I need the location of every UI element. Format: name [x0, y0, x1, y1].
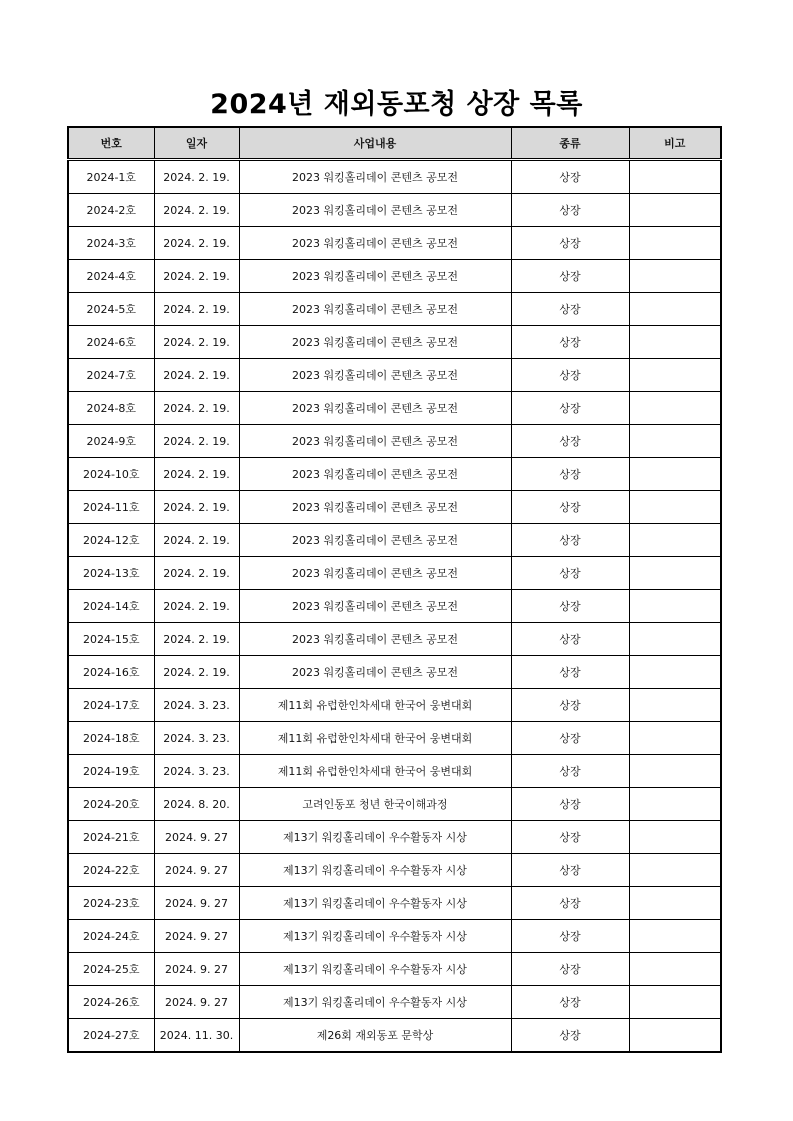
cell-remarks [629, 326, 721, 359]
cell-date: 2024. 3. 23. [154, 755, 239, 788]
cell-remarks [629, 788, 721, 821]
cell-remarks [629, 458, 721, 491]
cell-date: 2024. 2. 19. [154, 590, 239, 623]
cell-date: 2024. 9. 27 [154, 854, 239, 887]
cell-description: 제13기 워킹홀리데이 우수활동자 시상 [239, 953, 511, 986]
cell-number: 2024-26호 [68, 986, 154, 1019]
cell-date: 2024. 2. 19. [154, 425, 239, 458]
cell-date: 2024. 2. 19. [154, 160, 239, 194]
cell-date: 2024. 2. 19. [154, 524, 239, 557]
cell-description: 2023 워킹홀리데이 콘텐츠 공모전 [239, 194, 511, 227]
cell-type: 상장 [511, 160, 629, 194]
table-row [68, 656, 721, 689]
table-row [68, 359, 721, 392]
cell-remarks [629, 194, 721, 227]
table-row [68, 293, 721, 326]
cell-remarks [629, 227, 721, 260]
table-row [68, 227, 721, 260]
cell-type: 상장 [511, 755, 629, 788]
cell-remarks [629, 557, 721, 590]
cell-description: 2023 워킹홀리데이 콘텐츠 공모전 [239, 557, 511, 590]
cell-date: 2024. 2. 19. [154, 458, 239, 491]
table-row [68, 887, 721, 920]
cell-description: 2023 워킹홀리데이 콘텐츠 공모전 [239, 260, 511, 293]
header-date: 일자 [154, 127, 239, 160]
cell-number: 2024-3호 [68, 227, 154, 260]
cell-date: 2024. 2. 19. [154, 260, 239, 293]
cell-type: 상장 [511, 524, 629, 557]
header-type: 종류 [511, 127, 629, 160]
cell-description: 2023 워킹홀리데이 콘텐츠 공모전 [239, 590, 511, 623]
cell-date: 2024. 2. 19. [154, 359, 239, 392]
cell-type: 상장 [511, 722, 629, 755]
cell-remarks [629, 293, 721, 326]
cell-description: 제11회 유럽한인차세대 한국어 웅변대회 [239, 722, 511, 755]
cell-number: 2024-23호 [68, 887, 154, 920]
table-row [68, 689, 721, 722]
cell-type: 상장 [511, 227, 629, 260]
cell-type: 상장 [511, 260, 629, 293]
cell-number: 2024-13호 [68, 557, 154, 590]
cell-remarks [629, 623, 721, 656]
cell-type: 상장 [511, 326, 629, 359]
cell-remarks [629, 160, 721, 194]
table-row [68, 590, 721, 623]
cell-type: 상장 [511, 887, 629, 920]
cell-number: 2024-25호 [68, 953, 154, 986]
cell-description: 2023 워킹홀리데이 콘텐츠 공모전 [239, 392, 511, 425]
cell-date: 2024. 2. 19. [154, 656, 239, 689]
table-row [68, 557, 721, 590]
cell-date: 2024. 2. 19. [154, 491, 239, 524]
cell-type: 상장 [511, 359, 629, 392]
cell-type: 상장 [511, 656, 629, 689]
cell-description: 제11회 유럽한인차세대 한국어 웅변대회 [239, 755, 511, 788]
cell-date: 2024. 9. 27 [154, 986, 239, 1019]
table-row [68, 722, 721, 755]
cell-number: 2024-10호 [68, 458, 154, 491]
cell-type: 상장 [511, 194, 629, 227]
cell-type: 상장 [511, 986, 629, 1019]
cell-number: 2024-9호 [68, 425, 154, 458]
cell-remarks [629, 689, 721, 722]
cell-remarks [629, 392, 721, 425]
table-row [68, 491, 721, 524]
cell-number: 2024-6호 [68, 326, 154, 359]
table-row [68, 1019, 721, 1053]
cell-number: 2024-11호 [68, 491, 154, 524]
cell-description: 제13기 워킹홀리데이 우수활동자 시상 [239, 887, 511, 920]
cell-number: 2024-16호 [68, 656, 154, 689]
table-row [68, 326, 721, 359]
cell-description: 2023 워킹홀리데이 콘텐츠 공모전 [239, 458, 511, 491]
cell-remarks [629, 755, 721, 788]
table-row [68, 755, 721, 788]
table-row [68, 788, 721, 821]
cell-date: 2024. 3. 23. [154, 722, 239, 755]
cell-number: 2024-4호 [68, 260, 154, 293]
cell-type: 상장 [511, 491, 629, 524]
cell-description: 2023 워킹홀리데이 콘텐츠 공모전 [239, 293, 511, 326]
cell-remarks [629, 425, 721, 458]
cell-number: 2024-20호 [68, 788, 154, 821]
award-table [67, 126, 722, 1053]
cell-description: 2023 워킹홀리데이 콘텐츠 공모전 [239, 623, 511, 656]
cell-type: 상장 [511, 623, 629, 656]
cell-description: 제13기 워킹홀리데이 우수활동자 시상 [239, 920, 511, 953]
cell-number: 2024-27호 [68, 1019, 154, 1053]
cell-description: 2023 워킹홀리데이 콘텐츠 공모전 [239, 160, 511, 194]
cell-type: 상장 [511, 1019, 629, 1053]
cell-number: 2024-19호 [68, 755, 154, 788]
cell-remarks [629, 953, 721, 986]
cell-number: 2024-8호 [68, 392, 154, 425]
table-row [68, 854, 721, 887]
cell-remarks [629, 887, 721, 920]
table-row [68, 623, 721, 656]
cell-remarks [629, 524, 721, 557]
cell-description: 제13기 워킹홀리데이 우수활동자 시상 [239, 854, 511, 887]
table-header [68, 127, 721, 160]
header-description: 사업내용 [239, 127, 511, 160]
cell-number: 2024-21호 [68, 821, 154, 854]
cell-date: 2024. 2. 19. [154, 293, 239, 326]
table-row [68, 425, 721, 458]
table-row [68, 160, 721, 194]
cell-description: 2023 워킹홀리데이 콘텐츠 공모전 [239, 491, 511, 524]
cell-number: 2024-17호 [68, 689, 154, 722]
cell-description: 제11회 유럽한인차세대 한국어 웅변대회 [239, 689, 511, 722]
cell-description: 제26회 재외동포 문학상 [239, 1019, 511, 1053]
cell-type: 상장 [511, 920, 629, 953]
cell-date: 2024. 9. 27 [154, 953, 239, 986]
table-row [68, 194, 721, 227]
cell-number: 2024-7호 [68, 359, 154, 392]
header-number: 번호 [68, 127, 154, 160]
cell-remarks [629, 491, 721, 524]
cell-type: 상장 [511, 557, 629, 590]
cell-type: 상장 [511, 392, 629, 425]
cell-number: 2024-14호 [68, 590, 154, 623]
cell-date: 2024. 2. 19. [154, 623, 239, 656]
cell-description: 2023 워킹홀리데이 콘텐츠 공모전 [239, 425, 511, 458]
cell-description: 2023 워킹홀리데이 콘텐츠 공모전 [239, 359, 511, 392]
cell-type: 상장 [511, 854, 629, 887]
table-row [68, 392, 721, 425]
cell-remarks [629, 722, 721, 755]
table-row [68, 986, 721, 1019]
cell-description: 2023 워킹홀리데이 콘텐츠 공모전 [239, 656, 511, 689]
cell-date: 2024. 11. 30. [154, 1019, 239, 1053]
table-row [68, 260, 721, 293]
table-row [68, 524, 721, 557]
cell-date: 2024. 8. 20. [154, 788, 239, 821]
cell-number: 2024-15호 [68, 623, 154, 656]
cell-remarks [629, 920, 721, 953]
cell-date: 2024. 9. 27 [154, 887, 239, 920]
cell-description: 제13기 워킹홀리데이 우수활동자 시상 [239, 821, 511, 854]
table-row [68, 953, 721, 986]
cell-description: 고려인동포 청년 한국이해과정 [239, 788, 511, 821]
cell-description: 2023 워킹홀리데이 콘텐츠 공모전 [239, 524, 511, 557]
cell-number: 2024-12호 [68, 524, 154, 557]
cell-number: 2024-18호 [68, 722, 154, 755]
header-row [68, 127, 721, 160]
cell-remarks [629, 821, 721, 854]
cell-date: 2024. 2. 19. [154, 227, 239, 260]
cell-type: 상장 [511, 953, 629, 986]
cell-description: 제13기 워킹홀리데이 우수활동자 시상 [239, 986, 511, 1019]
cell-date: 2024. 3. 23. [154, 689, 239, 722]
cell-number: 2024-22호 [68, 854, 154, 887]
cell-number: 2024-5호 [68, 293, 154, 326]
cell-description: 2023 워킹홀리데이 콘텐츠 공모전 [239, 326, 511, 359]
cell-type: 상장 [511, 788, 629, 821]
cell-type: 상장 [511, 425, 629, 458]
cell-type: 상장 [511, 689, 629, 722]
cell-number: 2024-1호 [68, 160, 154, 194]
cell-type: 상장 [511, 458, 629, 491]
cell-type: 상장 [511, 293, 629, 326]
cell-remarks [629, 260, 721, 293]
cell-type: 상장 [511, 590, 629, 623]
cell-description: 2023 워킹홀리데이 콘텐츠 공모전 [239, 227, 511, 260]
cell-date: 2024. 2. 19. [154, 194, 239, 227]
cell-remarks [629, 1019, 721, 1053]
cell-remarks [629, 590, 721, 623]
page-title: 2024년 재외동포청 상장 목록 [210, 89, 583, 120]
cell-remarks [629, 986, 721, 1019]
table-body [68, 160, 721, 1053]
cell-remarks [629, 359, 721, 392]
table-row [68, 458, 721, 491]
cell-type: 상장 [511, 821, 629, 854]
cell-number: 2024-24호 [68, 920, 154, 953]
header-remarks: 비고 [629, 127, 721, 160]
cell-date: 2024. 2. 19. [154, 557, 239, 590]
table-row [68, 821, 721, 854]
cell-date: 2024. 2. 19. [154, 392, 239, 425]
cell-number: 2024-2호 [68, 194, 154, 227]
cell-date: 2024. 9. 27 [154, 821, 239, 854]
cell-remarks [629, 656, 721, 689]
table-row [68, 920, 721, 953]
cell-date: 2024. 2. 19. [154, 326, 239, 359]
cell-remarks [629, 854, 721, 887]
cell-date: 2024. 9. 27 [154, 920, 239, 953]
